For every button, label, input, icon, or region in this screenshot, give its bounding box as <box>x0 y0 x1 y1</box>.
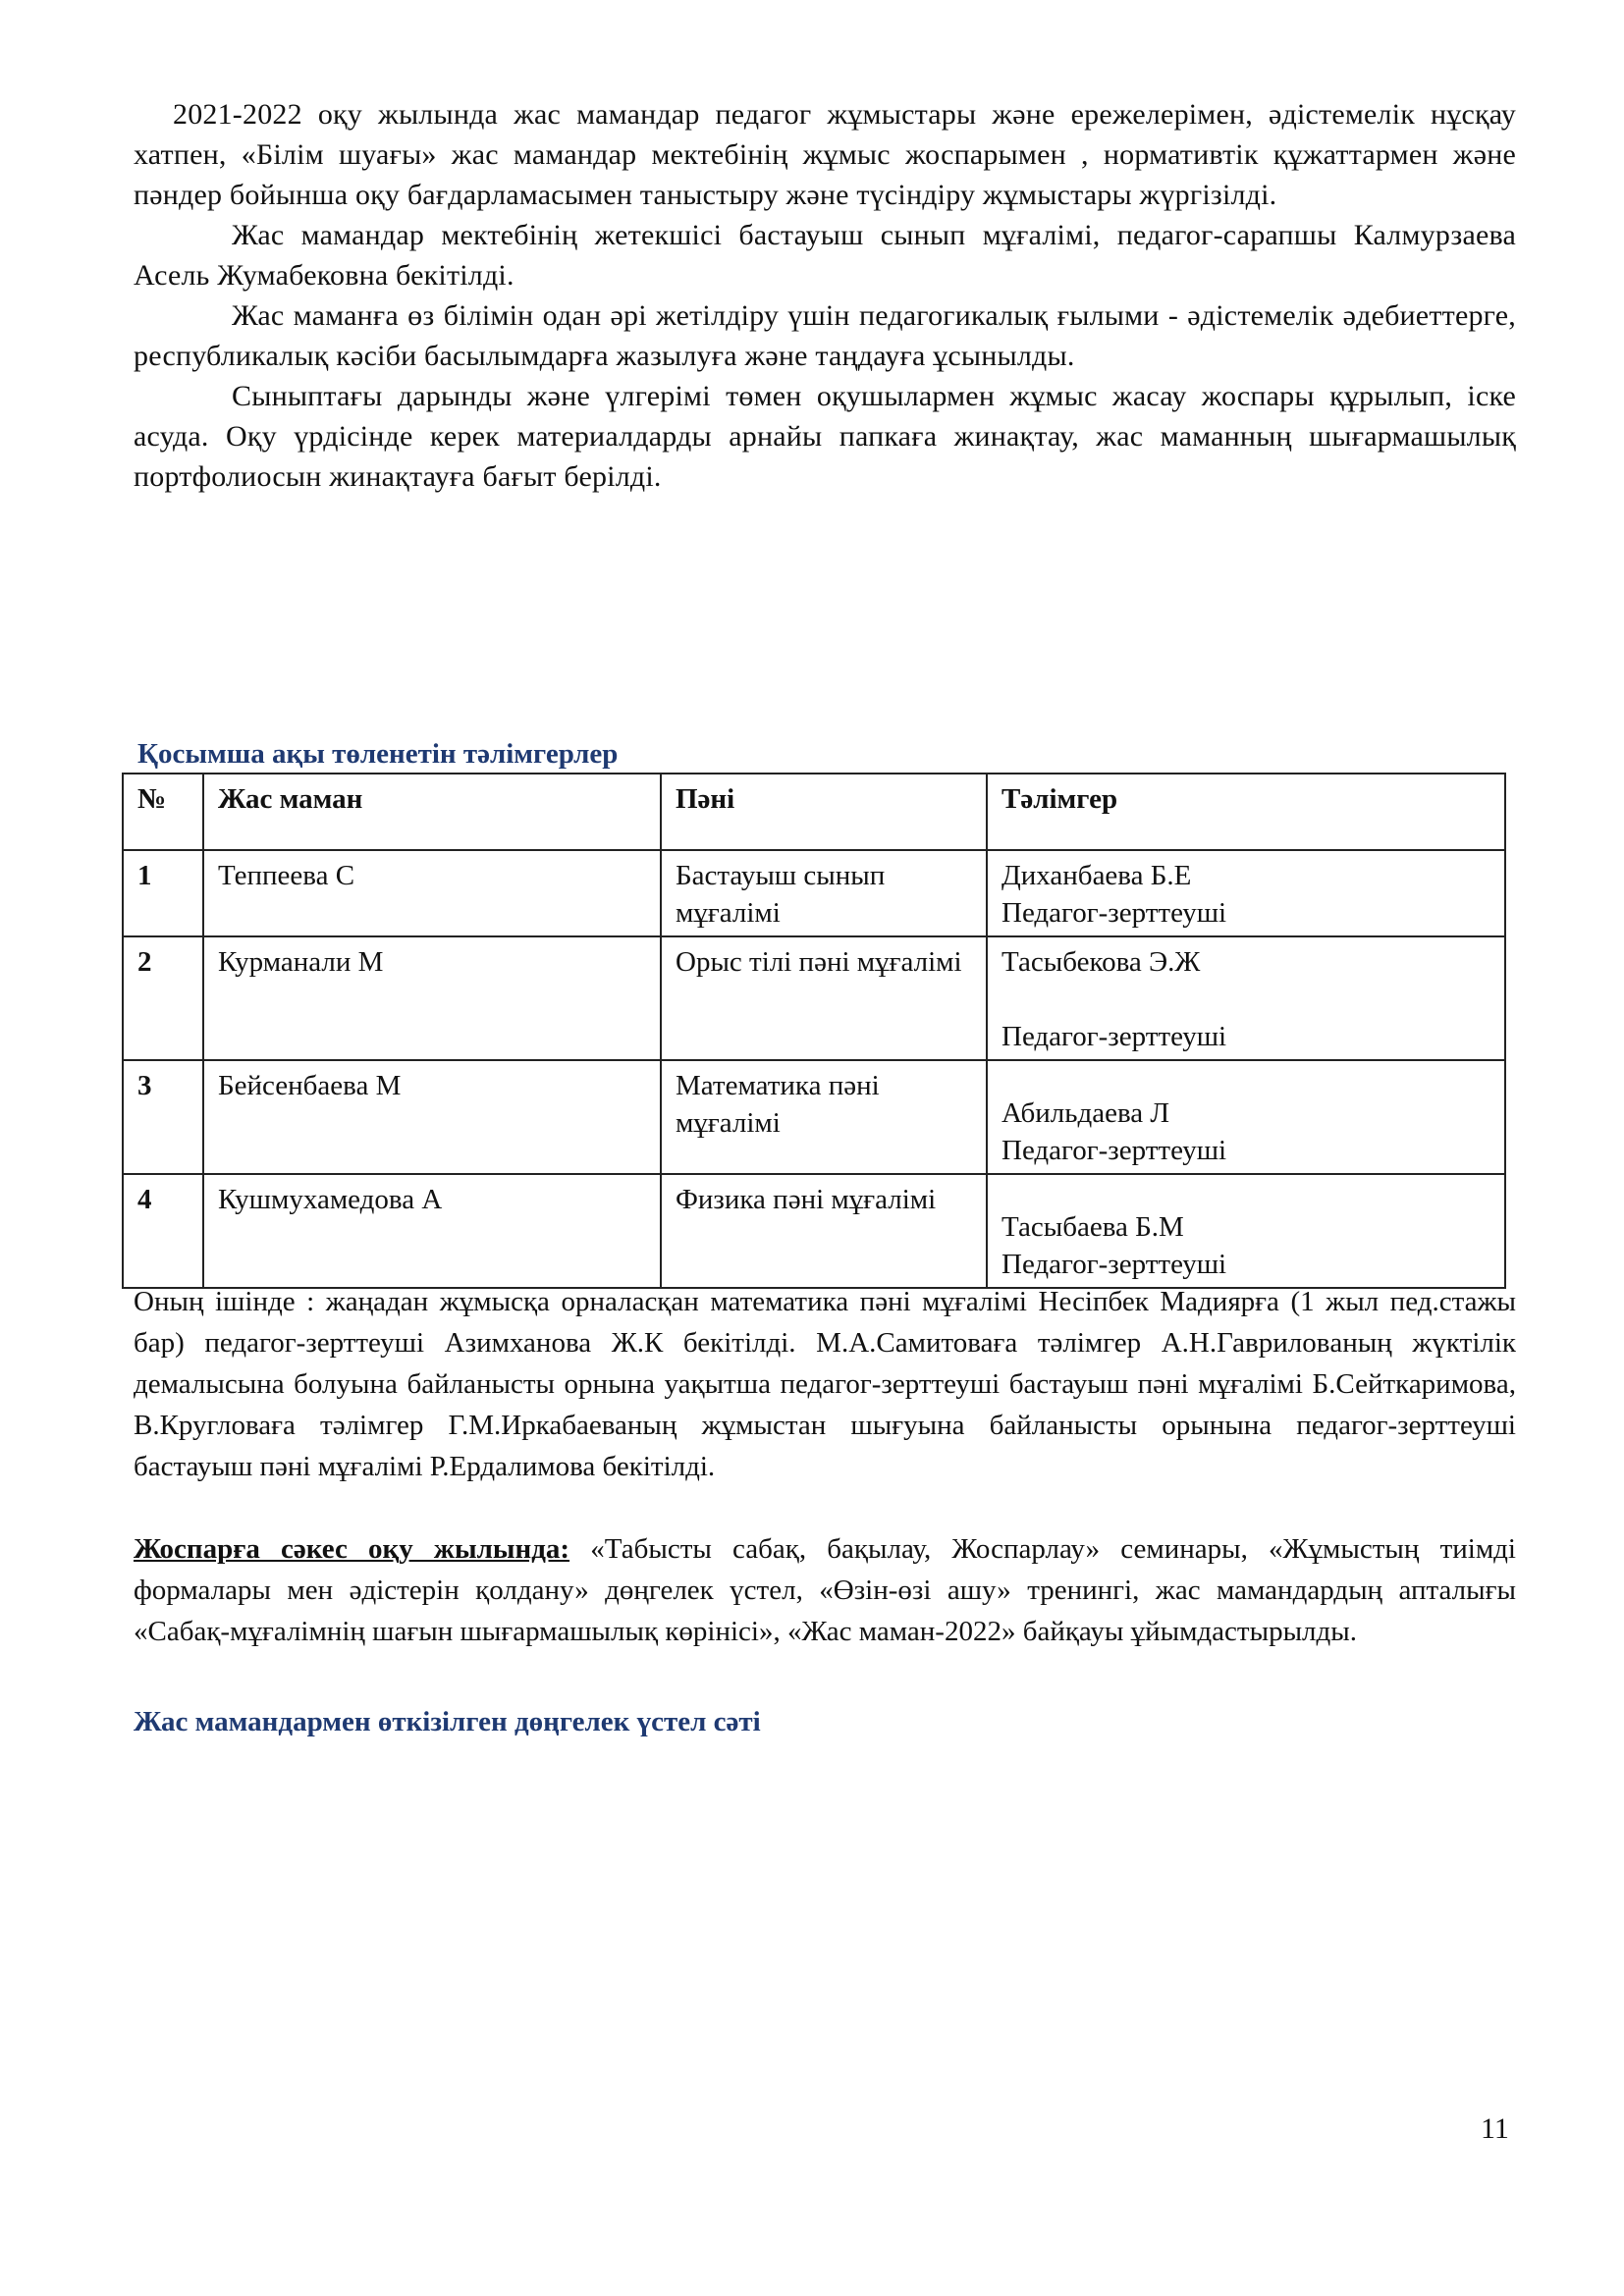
mentor-cell <box>987 936 1505 1060</box>
subject: Математика пәні мұғалімі <box>661 1060 987 1174</box>
mentor-cell <box>987 850 1505 936</box>
subject: Физика пәні мұғалімі <box>661 1174 987 1288</box>
mentors-table-title: Қосымша ақы төленетін тәлімгерлер <box>137 738 619 770</box>
mentor-role: Педагог-зерттеуші <box>1001 1249 1227 1280</box>
header-subject: Пәні <box>661 774 987 850</box>
specialist-name: Бейсенбаева М <box>203 1060 661 1174</box>
row-number: 1 <box>123 850 203 936</box>
plan-text: «Табысты сабақ, бақылау, Жоспарлау» семинары, «Жұмыстың тиімді формалары мен әдістерін қолдану» дөңгелек үстел, «Өзін-өзі ашу» тренингі, жас мамандардың апталығы «Сабақ-мұғалімнің шағын шығармашылық көрінісі», «Жас маман-2022» байқауы ұйымдастырылды. <box>134 1533 1516 1647</box>
mentor-cell <box>987 1174 1505 1288</box>
row-number: 4 <box>123 1174 203 1288</box>
intro-paragraph-4: Сыныптағы дарынды және үлгерімі төмен оқушылармен жұмыс жасау жоспары құрылып, іске асуда. Оқу үрдісінде керек материалдарды арнайы папкаға жинақтау, жас маманның шығармашылық портфолиосын жинақтауға бағыт берілді. <box>134 380 1516 493</box>
intro-section <box>134 94 1516 497</box>
header-number: № <box>123 774 203 850</box>
row-number: 2 <box>123 936 203 1060</box>
intro-paragraph-2: Жас мамандар мектебінің жетекшісі бастауыш сынып мұғалімі, педагог-сарапшы Калмурзаева Асель Жумабековна бекітілді. <box>134 219 1516 292</box>
mentor-name: Тасыбаева Б.М <box>1001 1211 1184 1243</box>
table-row <box>123 936 1505 1060</box>
details-paragraph: Оның ішінде : жаңадан жұмысқа орналасқан математика пәні мұғалімі Несіпбек Мадиярға (1 жыл пед.стажы бар) педагог-зерттеуші Азимханова Ж.К бекітілді. М.А.Самитоваға тәлімгер А.Н.Гавриловaның жүктілік демалысына болуына байланысты орнына уақытша педагог-зерттеуші бастауыш пәні мұғалімі Б.Сейткаримова, В.Кругловаға тәлімгер Г.М.Иркабаеваның жұмыстан шығуына байланысты орынына педагог-зерттеуші бастауыш пәні мұғалімі Р.Ердалимова бекітілді. <box>134 1286 1516 1482</box>
mentor-name: Тасыбекова Э.Ж <box>1001 946 1201 978</box>
mentor-role: Педагог-зерттеуші <box>1001 1135 1227 1166</box>
mentor-name: Диханбаева Б.Е <box>1001 860 1192 891</box>
page-number: 11 <box>1481 2112 1509 2145</box>
intro-paragraph-1: 2021-2022 оқу жылында жас мамандар педагог жұмыстары және ережелерімен, әдістемелік нұсқау хатпен, «Білім шуағы» жас мамандар мектебінің жұмыс жоспарымен , нормативтік құжаттармен және пәндер бойынша оқу бағдарламасымен таныстыру және түсіндіру жұмыстары жүргізілді. <box>134 98 1516 211</box>
mentor-role: Педагог-зерттеуші <box>1001 1021 1227 1052</box>
mentor-role: Педагог-зерттеуші <box>1001 897 1227 929</box>
table-row <box>123 1060 1505 1174</box>
specialist-name: Теппеева С <box>203 850 661 936</box>
header-young-specialist: Жас маман <box>203 774 661 850</box>
subject: Орыс тілі пәні мұғалімі <box>661 936 987 1060</box>
intro-paragraph-3: Жас маманға өз білімін одан әрі жетілдіру үшін педагогикалық ғылыми - әдістемелік әдебиеттерге, республикалық кәсіби басылымдарға жазылуға және таңдауға ұсынылды. <box>134 299 1516 372</box>
header-mentor: Тәлімгер <box>987 774 1505 850</box>
photo-caption: Жас мамандармен өткізілген дөңгелек үстел сәті <box>134 1706 761 1737</box>
mentor-name: Абильдаева Л <box>1001 1097 1170 1129</box>
table-row <box>123 850 1505 936</box>
plan-paragraph <box>134 1528 1516 1652</box>
table-row <box>123 1174 1505 1288</box>
mentor-cell <box>987 1060 1505 1174</box>
specialist-name: Кушмухамедова А <box>203 1174 661 1288</box>
mentors-table <box>122 773 1506 1289</box>
table-header-row <box>123 774 1505 850</box>
plan-lead: Жоспарға сәкес оқу жылында: <box>134 1533 570 1565</box>
subject: Бастауыш сынып мұғалімі <box>661 850 987 936</box>
specialist-name: Курманали М <box>203 936 661 1060</box>
row-number: 3 <box>123 1060 203 1174</box>
